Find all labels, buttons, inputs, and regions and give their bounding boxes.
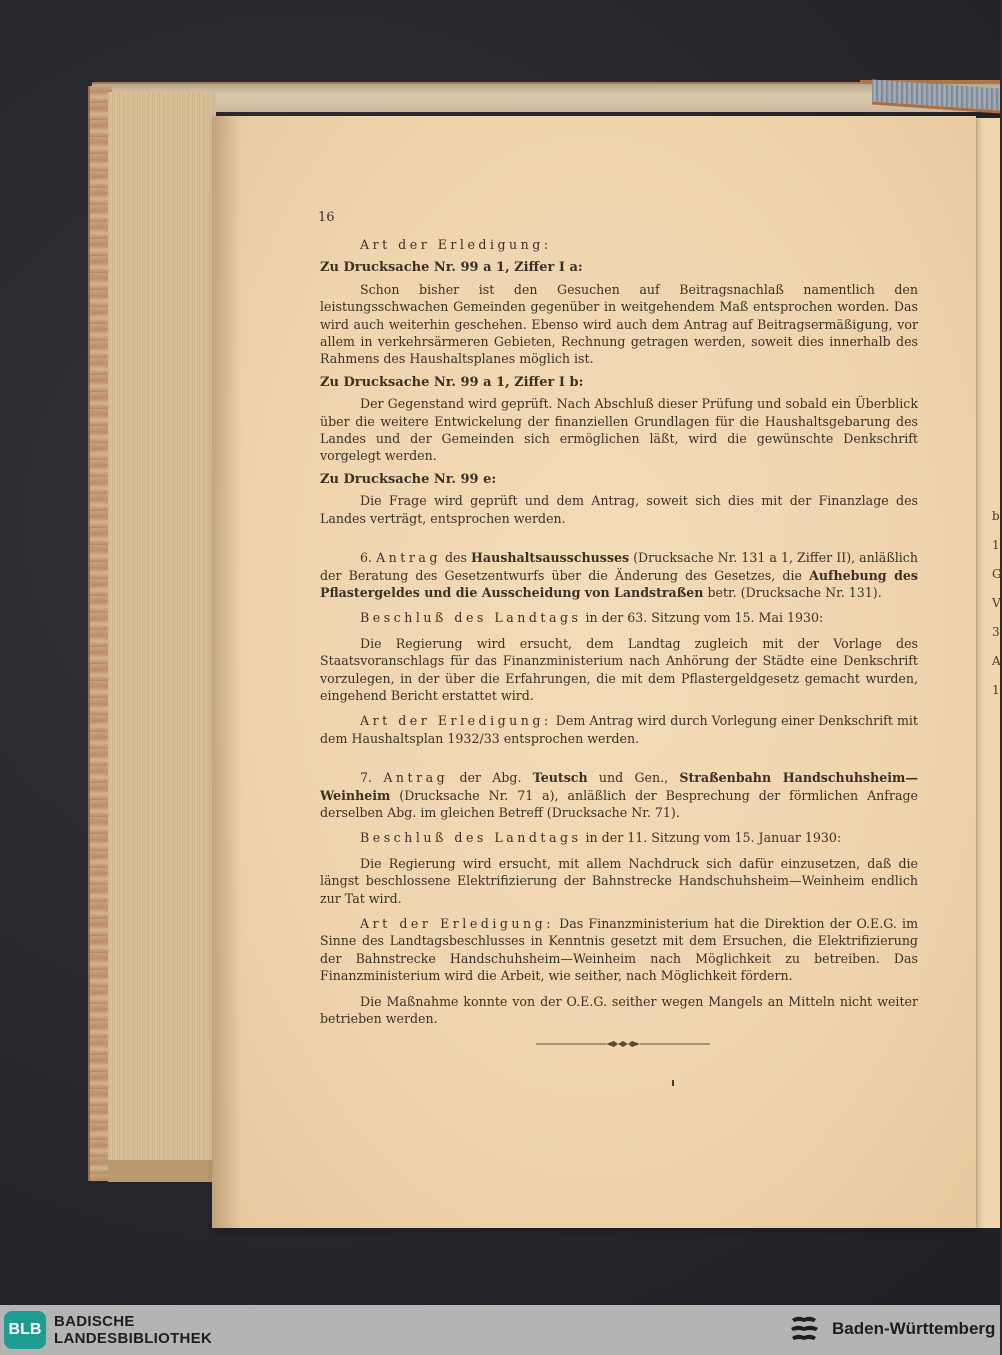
page-number: 16	[318, 210, 335, 225]
resolution-paragraph: Die Regierung wird ersucht, dem Landtag zugleich mit der Vorlage des Staatsvoranschlags für das Finanzministerium nach Anhörung der Städte eine Denkschrift vorzulegen, in der über die Erfahrungen, die mit dem Pflastergeldgesetz gemacht wurden, eingehend Bericht erstattet wird.	[320, 635, 918, 703]
item-number: 7.	[360, 770, 373, 786]
end-ornament	[536, 1038, 710, 1050]
blb-logo-icon[interactable]: BLB	[4, 1311, 46, 1349]
item-text-end: betr. (Drucksache Nr. 131).	[707, 584, 882, 600]
facing-mark: G	[992, 567, 1002, 581]
library-name-line1: BADISCHE	[54, 1313, 135, 1330]
beschluss-date: in der 11. Sitzung vom 15. Januar 1930:	[585, 830, 842, 846]
page-stack-bottom	[108, 1160, 216, 1182]
facing-mark: 1	[992, 538, 1000, 552]
resolution-paragraph: Die Regierung wird ersucht, mit allem Nachdruck sich dafür einzusetzen, daß die längst beschlossene Elektrifizierung der Bahnstrecke Handschuhsheim—Weinheim endlich zur Tat wird.	[320, 855, 918, 906]
art-der-erledigung-heading: Art der Erledigung:	[360, 237, 552, 252]
section-heading: Zu Drucksache Nr. 99 e:	[320, 471, 497, 487]
erledigung-paragraph	[320, 712, 918, 747]
facing-mark: b	[992, 509, 1000, 523]
item-der: der Abg.	[459, 770, 522, 786]
item-text-end: (Drucksache Nr. 71 a), anläßlich der Besprechung der förmlichen Anfrage derselben Abg. im gleichen Betreff (Drucksache Nr. 71).	[320, 787, 918, 820]
item-text: (Drucksache Nr. 131 a 1, Ziffer II), anläßlich der Beratung des Gesetzentwurfs über die Änderung des Gesetzes, die	[320, 550, 918, 583]
beschluss-label: Beschluß des Landtags	[360, 610, 582, 626]
item-subject: Aufhebung des Pflastergeldes und die Ausscheidung von Landstraßen	[320, 567, 918, 600]
library-name[interactable]	[54, 1313, 212, 1347]
committee-name: Haushaltsausschusses	[471, 550, 630, 566]
facing-page-marks	[992, 510, 1000, 713]
gutter-shadow	[212, 116, 242, 1228]
section-heading: Zu Drucksache Nr. 99 a 1, Ziffer I a:	[320, 260, 583, 276]
erledigung-text: Das Finanzministerium hat die Direktion der O.E.G. im Sinne des Landtagsbeschlusses in Kenntnis gesetzt mit dem Ersuchen, die Elektrifizierung der Bahnstrecke Handschuhsheim—Weinheim nach Möglichkeit zu betreiben. Das Finanzministerium wird die Arbeit, wie seither, nach Möglichkeit fördern.	[320, 916, 919, 984]
state-name[interactable]: Baden-Württemberg	[832, 1319, 996, 1338]
beschluss-label: Beschluß des Landtags	[360, 830, 582, 846]
item-des: des	[444, 550, 467, 566]
final-paragraph: Die Maßnahme konnte von der O.E.G. seither wegen Mangels an Mitteln nicht weiter betrieben werden.	[320, 993, 918, 1027]
section-paragraph: Der Gegenstand wird geprüft. Nach Abschluß dieser Prüfung und sobald ein Überblick über die weitere Entwickelung der finanziellen Grundlagen für die Haushaltsgebarung des Landes und der Gemeinden sich ermöglichen läßt, wird die gewünschte Denkschrift vorgelegt werden.	[320, 396, 918, 464]
page-text	[320, 236, 918, 1027]
library-name-line2: LANDESBIBLIOTHEK	[54, 1330, 213, 1347]
section-heading: Zu Drucksache Nr. 99 a 1, Ziffer I b:	[320, 374, 584, 390]
erledigung-text: Dem Antrag wird durch Vorlegung einer Denkschrift mit dem Haushaltsplan 1932/33 entsprochen werden.	[320, 713, 918, 746]
baden-wuerttemberg-lions-icon[interactable]	[788, 1313, 822, 1347]
item-antrag: Antrag	[376, 550, 441, 566]
item-subject: Straßenbahn Handschuhsheim—Weinheim	[320, 770, 918, 803]
facing-mark: 1	[992, 683, 1000, 697]
beschluss-line	[320, 829, 918, 846]
book-top-edge	[92, 82, 1000, 112]
item-number: 6.	[360, 550, 373, 566]
facing-mark: V	[992, 596, 1001, 610]
beschluss-date: in der 63. Sitzung vom 15. Mai 1930:	[585, 610, 824, 626]
item-und: und Gen.,	[598, 770, 669, 786]
item-6-paragraph	[320, 549, 918, 601]
erledigung-label: Art der Erledigung:	[360, 713, 552, 729]
member-name: Teutsch	[532, 770, 588, 786]
section-paragraph: Die Frage wird geprüft und dem Antrag, soweit sich dies mit der Finanzlage des Landes verträgt, entsprochen werden.	[320, 493, 918, 526]
section-paragraph: Schon bisher ist den Gesuchen auf Beitragsnachlaß namentlich den leistungsschwachen Gemeinden gegenüber in weitgehendem Maß entsprochen worden. Das wird auch weiterhin geschehen. Ebenso wird auch dem Antrag auf Beitragsermäßigung, vor allem in verkehrsärmeren Gebieten, Rechnung getragen werden, soweit dies innerhalb des Rahmens des Haushaltsplanes möglich ist.	[320, 281, 918, 367]
erledigung-paragraph	[320, 915, 918, 985]
erledigung-label: Art der Erledigung:	[360, 916, 554, 931]
item-antrag: Antrag	[383, 770, 449, 786]
page-stack	[108, 92, 216, 1182]
item-7-paragraph	[320, 769, 918, 821]
footer-bar	[0, 1305, 1000, 1355]
print-mark	[672, 1080, 674, 1086]
facing-mark: A	[992, 654, 1001, 668]
facing-mark: 3	[992, 625, 1000, 639]
beschluss-line	[320, 609, 918, 626]
